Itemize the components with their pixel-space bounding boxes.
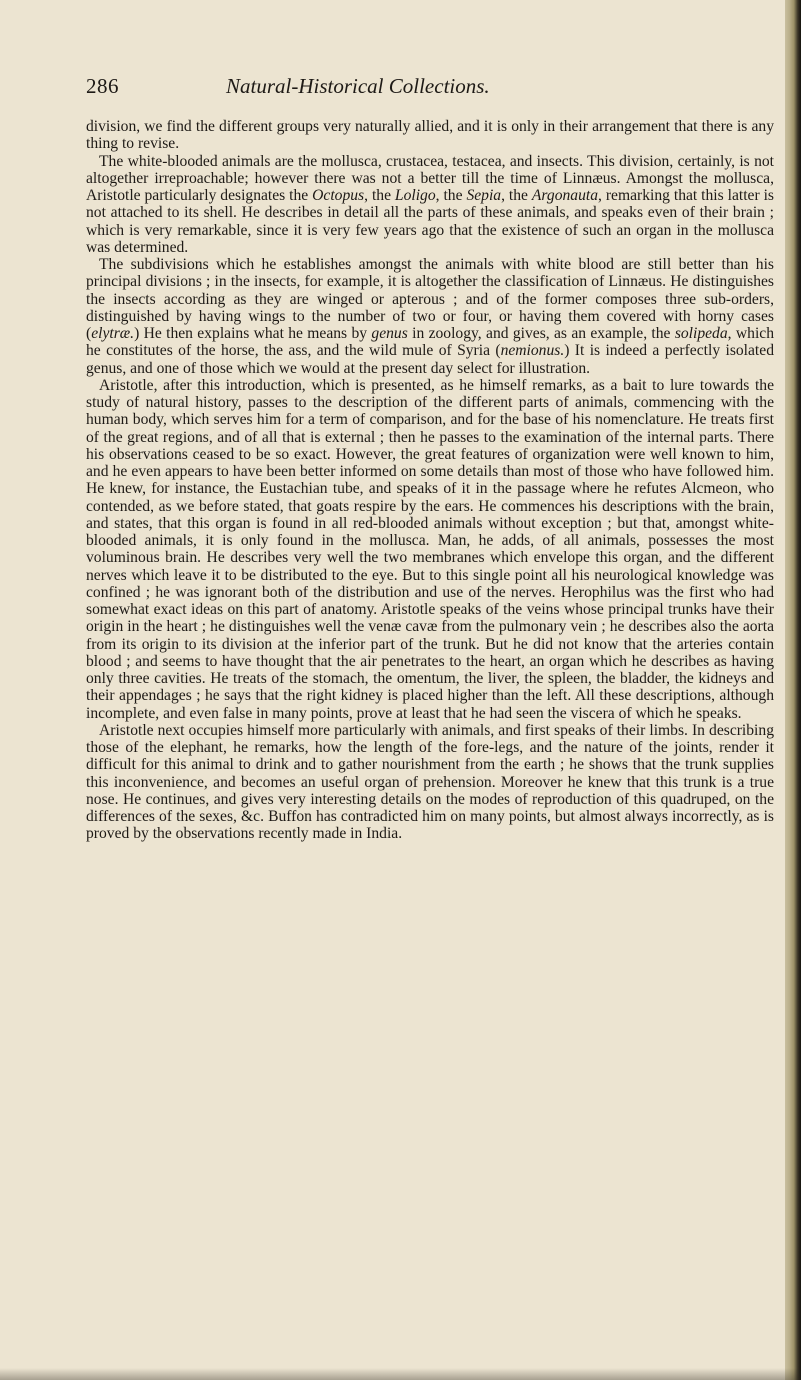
italic-term: solipeda — [674, 325, 728, 342]
text-run: in zoology, and gives, as an example, the — [407, 325, 675, 342]
page-bottom-shadow — [0, 1368, 801, 1380]
paragraph — [86, 377, 774, 722]
body-text — [86, 118, 774, 843]
text-run: The white-blooded animals are the mollusca, crustacea, testacea, and insects. This division, certainly, is not altogether irreproachable; however there was not a better till the time of Linnæus. Amongst the mollusca, Aristotle particularly designates the — [86, 152, 774, 204]
text-run: Aristotle, after this introduction, which is presented, as he himself remarks, as a bait to lure towards the study of natural history, passes to the description of the different parts of animals, commencing with the human body, which serves him for a term of comparison, and for the base of his nomenclature. He treats first of the great regions, and of all that is external ; then he passes to the examination of the internal parts. There his observations ceased to be so exact. However, the great features of organization were well known to him, and he even appears to have been better informed on some details than most of those who have followed him. He knew, for instance, the Eustachian tube, and speaks of it in the passage where he refutes Alcmeon, who contended, as we before stated, that goats respire by the ears. He commences his descriptions with the brain, and states, that this organ is found in all red-blooded animals without exception ; but that, amongst white-blooded animals, it is only found in the mollusca. Man, he adds, of all animals, possesses the most voluminous brain. He describes very well the two membranes which envelope this organ, and the different nerves which leave it to be distributed to the eye. But to this single point all his neurological knowledge was confined ; he was ignorant both of the distribution and use of the nerves. Herophilus was the first who had somewhat exact ideas on this part of anatomy. Aristotle speaks of the veins whose principal trunks have their origin in the heart ; he distinguishes well the venæ cavæ from the pulmonary vein ; he describes also the aorta from its origin to its division at the inferior part of the trunk. But he did not know that the arteries contain blood ; and seems to have thought that the air penetrates to the heart, an organ which he describes as having only three cavities. He treats of the stomach, the omentum, the liver, the spleen, the bladder, the kidneys and their appendages ; he says that the right kidney is placed higher than the left. All these descriptions, although incomplete, and even false in many points, prove at least that he had seen the viscera of which he speaks. — [86, 376, 774, 722]
italic-term: elytræ. — [91, 325, 135, 342]
page-header — [86, 74, 776, 108]
text-run: Aristotle next occupies himself more particularly with animals, and first speaks of their limbs. In describing those of the elephant, he remarks, how the length of the fore-legs, and the nature of the joints, render it difficult for this animal to drink and to gather nourishment from the earth ; he shows that the trunk supplies this inconvenience, and becomes an useful organ of prehension. Moreover he knew that this trunk is a true nose. He continues, and gives very interesting details on the modes of reproduction of this quadruped, on the differences of the sexes, &c. Buffon has contradicted him on many points, but almost always incorrectly, as is proved by the observations recently made in India. — [86, 721, 774, 843]
text-run: , the — [501, 187, 532, 204]
italic-term: Octopus — [312, 187, 365, 204]
italic-term: Sepia — [466, 187, 502, 204]
italic-term: genus — [371, 325, 408, 342]
paragraph — [86, 153, 774, 257]
page-number: 286 — [86, 74, 119, 98]
text-run: , the — [364, 187, 395, 204]
paragraph — [86, 722, 774, 843]
text-run: , the — [435, 187, 467, 204]
italic-term: Argonauta — [531, 187, 599, 204]
text-run: The subdivisions which he establishes amongst the animals with white blood are still better than his principal divisions ; in the insects, for example, it is altogether the classification of Linnæus. He distinguishes the insects according as they are winged or apterous ; and of the former composes three sub-orders, distinguished by having wings to the number of two or four, or having them covered with horny cases ( — [86, 256, 774, 342]
running-head: Natural-Historical Collections. — [226, 74, 490, 98]
text-run: ) It is indeed a perfectly isolated genus, and one of those which we would at the present day select for illustration. — [86, 342, 774, 377]
page-binding-edge — [785, 0, 801, 1380]
paragraph — [86, 256, 774, 377]
paragraph — [86, 118, 774, 153]
text-run: , which he constitutes of the horse, the ass, and the wild mule of Syria ( — [86, 325, 774, 360]
text-run: , remarking that this latter is not attached to its shell. He describes in detail all the parts of these animals, and speaks even of their brain ; which is very remarkable, since it is very few years ago that the existence of such an organ in the mollusca was determined. — [86, 187, 774, 256]
italic-term: Loligo — [394, 187, 436, 204]
text-run: ) He then explains what he means by — [134, 325, 372, 342]
text-run: division, we find the different groups very naturally allied, and it is only in their arrangement that there is any thing to revise. — [86, 118, 774, 153]
italic-term: nemionus. — [500, 342, 565, 360]
